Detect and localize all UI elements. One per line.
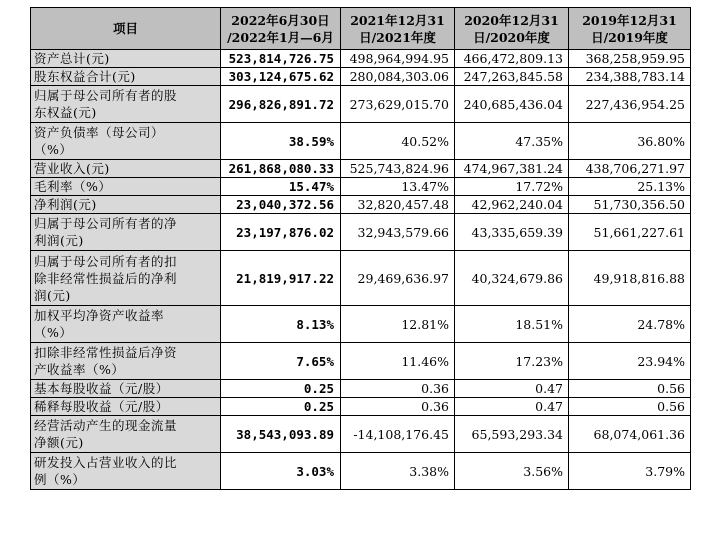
row-label: 归属于母公司所有者的净 利润(元) bbox=[31, 214, 221, 251]
financial-summary-table bbox=[30, 7, 691, 490]
value-2022h1: 23,040,372.56 bbox=[221, 196, 341, 214]
value-2019: 227,436,954.25 bbox=[569, 86, 691, 123]
value-2021: 29,469,636.97 bbox=[341, 251, 455, 306]
table-row bbox=[31, 398, 691, 416]
value-2021: 525,743,824.96 bbox=[341, 160, 455, 178]
row-label: 归属于母公司所有者的扣 除非经常性损益后的净利 润(元) bbox=[31, 251, 221, 306]
row-label: 基本每股收益（元/股） bbox=[31, 380, 221, 398]
value-2021: 13.47% bbox=[341, 178, 455, 196]
value-2022h1: 15.47% bbox=[221, 178, 341, 196]
value-2020: 0.47 bbox=[455, 398, 569, 416]
row-label: 稀释每股收益（元/股） bbox=[31, 398, 221, 416]
value-2022h1: 0.25 bbox=[221, 380, 341, 398]
value-2019: 51,730,356.50 bbox=[569, 196, 691, 214]
value-2022h1: 8.13% bbox=[221, 306, 341, 343]
value-2020: 17.23% bbox=[455, 343, 569, 380]
header-period-2020: 2020年12月31 日/2020年度 bbox=[455, 8, 569, 50]
value-2020: 466,472,809.13 bbox=[455, 50, 569, 68]
value-2020: 474,967,381.24 bbox=[455, 160, 569, 178]
value-2020: 40,324,679.86 bbox=[455, 251, 569, 306]
value-2019: 49,918,816.88 bbox=[569, 251, 691, 306]
value-2021: 40.52% bbox=[341, 123, 455, 160]
value-2022h1: 23,197,876.02 bbox=[221, 214, 341, 251]
value-2020: 247,263,845.58 bbox=[455, 68, 569, 86]
value-2021: 32,820,457.48 bbox=[341, 196, 455, 214]
value-2020: 18.51% bbox=[455, 306, 569, 343]
value-2022h1: 523,814,726.75 bbox=[221, 50, 341, 68]
financial-table-container bbox=[30, 7, 690, 490]
value-2019: 23.94% bbox=[569, 343, 691, 380]
table-row bbox=[31, 68, 691, 86]
value-2021: 32,943,579.66 bbox=[341, 214, 455, 251]
value-2022h1: 0.25 bbox=[221, 398, 341, 416]
row-label: 净利润(元) bbox=[31, 196, 221, 214]
row-label: 归属于母公司所有者的股 东权益(元) bbox=[31, 86, 221, 123]
table-row bbox=[31, 86, 691, 123]
value-2020: 3.56% bbox=[455, 453, 569, 490]
table-row bbox=[31, 251, 691, 306]
header-item: 项目 bbox=[31, 8, 221, 50]
value-2020: 42,962,240.04 bbox=[455, 196, 569, 214]
row-label: 资产负债率（母公司） （%） bbox=[31, 123, 221, 160]
row-label: 营业收入(元) bbox=[31, 160, 221, 178]
value-2019: 24.78% bbox=[569, 306, 691, 343]
table-row bbox=[31, 453, 691, 490]
value-2019: 25.13% bbox=[569, 178, 691, 196]
value-2019: 36.80% bbox=[569, 123, 691, 160]
value-2019: 368,258,959.95 bbox=[569, 50, 691, 68]
row-label: 加权平均净资产收益率 （%） bbox=[31, 306, 221, 343]
row-label: 经营活动产生的现金流量 净额(元) bbox=[31, 416, 221, 453]
table-row bbox=[31, 160, 691, 178]
value-2020: 17.72% bbox=[455, 178, 569, 196]
value-2021: 498,964,994.95 bbox=[341, 50, 455, 68]
table-row bbox=[31, 306, 691, 343]
value-2019: 68,074,061.36 bbox=[569, 416, 691, 453]
table-row bbox=[31, 178, 691, 196]
value-2022h1: 21,819,917.22 bbox=[221, 251, 341, 306]
value-2022h1: 3.03% bbox=[221, 453, 341, 490]
value-2019: 438,706,271.97 bbox=[569, 160, 691, 178]
table-row bbox=[31, 50, 691, 68]
value-2021: -14,108,176.45 bbox=[341, 416, 455, 453]
row-label: 扣除非经常性损益后净资 产收益率（%） bbox=[31, 343, 221, 380]
value-2019: 0.56 bbox=[569, 380, 691, 398]
header-period-2021: 2021年12月31 日/2021年度 bbox=[341, 8, 455, 50]
table-row bbox=[31, 214, 691, 251]
value-2022h1: 7.65% bbox=[221, 343, 341, 380]
header-period-2019: 2019年12月31 日/2019年度 bbox=[569, 8, 691, 50]
value-2019: 51,661,227.61 bbox=[569, 214, 691, 251]
table-row bbox=[31, 196, 691, 214]
value-2020: 43,335,659.39 bbox=[455, 214, 569, 251]
row-label: 毛利率（%） bbox=[31, 178, 221, 196]
value-2022h1: 261,868,080.33 bbox=[221, 160, 341, 178]
value-2021: 11.46% bbox=[341, 343, 455, 380]
value-2021: 3.38% bbox=[341, 453, 455, 490]
value-2021: 0.36 bbox=[341, 398, 455, 416]
table-row bbox=[31, 123, 691, 160]
value-2021: 0.36 bbox=[341, 380, 455, 398]
table-row bbox=[31, 416, 691, 453]
table-row bbox=[31, 380, 691, 398]
value-2021: 12.81% bbox=[341, 306, 455, 343]
value-2021: 280,084,303.06 bbox=[341, 68, 455, 86]
row-label: 研发投入占营业收入的比 例（%） bbox=[31, 453, 221, 490]
value-2021: 273,629,015.70 bbox=[341, 86, 455, 123]
table-body bbox=[31, 50, 691, 490]
value-2019: 234,388,783.14 bbox=[569, 68, 691, 86]
value-2022h1: 38,543,093.89 bbox=[221, 416, 341, 453]
row-label: 资产总计(元) bbox=[31, 50, 221, 68]
value-2020: 47.35% bbox=[455, 123, 569, 160]
value-2022h1: 38.59% bbox=[221, 123, 341, 160]
value-2020: 240,685,436.04 bbox=[455, 86, 569, 123]
value-2020: 65,593,293.34 bbox=[455, 416, 569, 453]
value-2022h1: 303,124,675.62 bbox=[221, 68, 341, 86]
value-2019: 3.79% bbox=[569, 453, 691, 490]
value-2019: 0.56 bbox=[569, 398, 691, 416]
row-label: 股东权益合计(元) bbox=[31, 68, 221, 86]
header-period-2022h1: 2022年6月30日 /2022年1月—6月 bbox=[221, 8, 341, 50]
table-row bbox=[31, 343, 691, 380]
value-2020: 0.47 bbox=[455, 380, 569, 398]
value-2022h1: 296,826,891.72 bbox=[221, 86, 341, 123]
table-header-row bbox=[31, 8, 691, 50]
